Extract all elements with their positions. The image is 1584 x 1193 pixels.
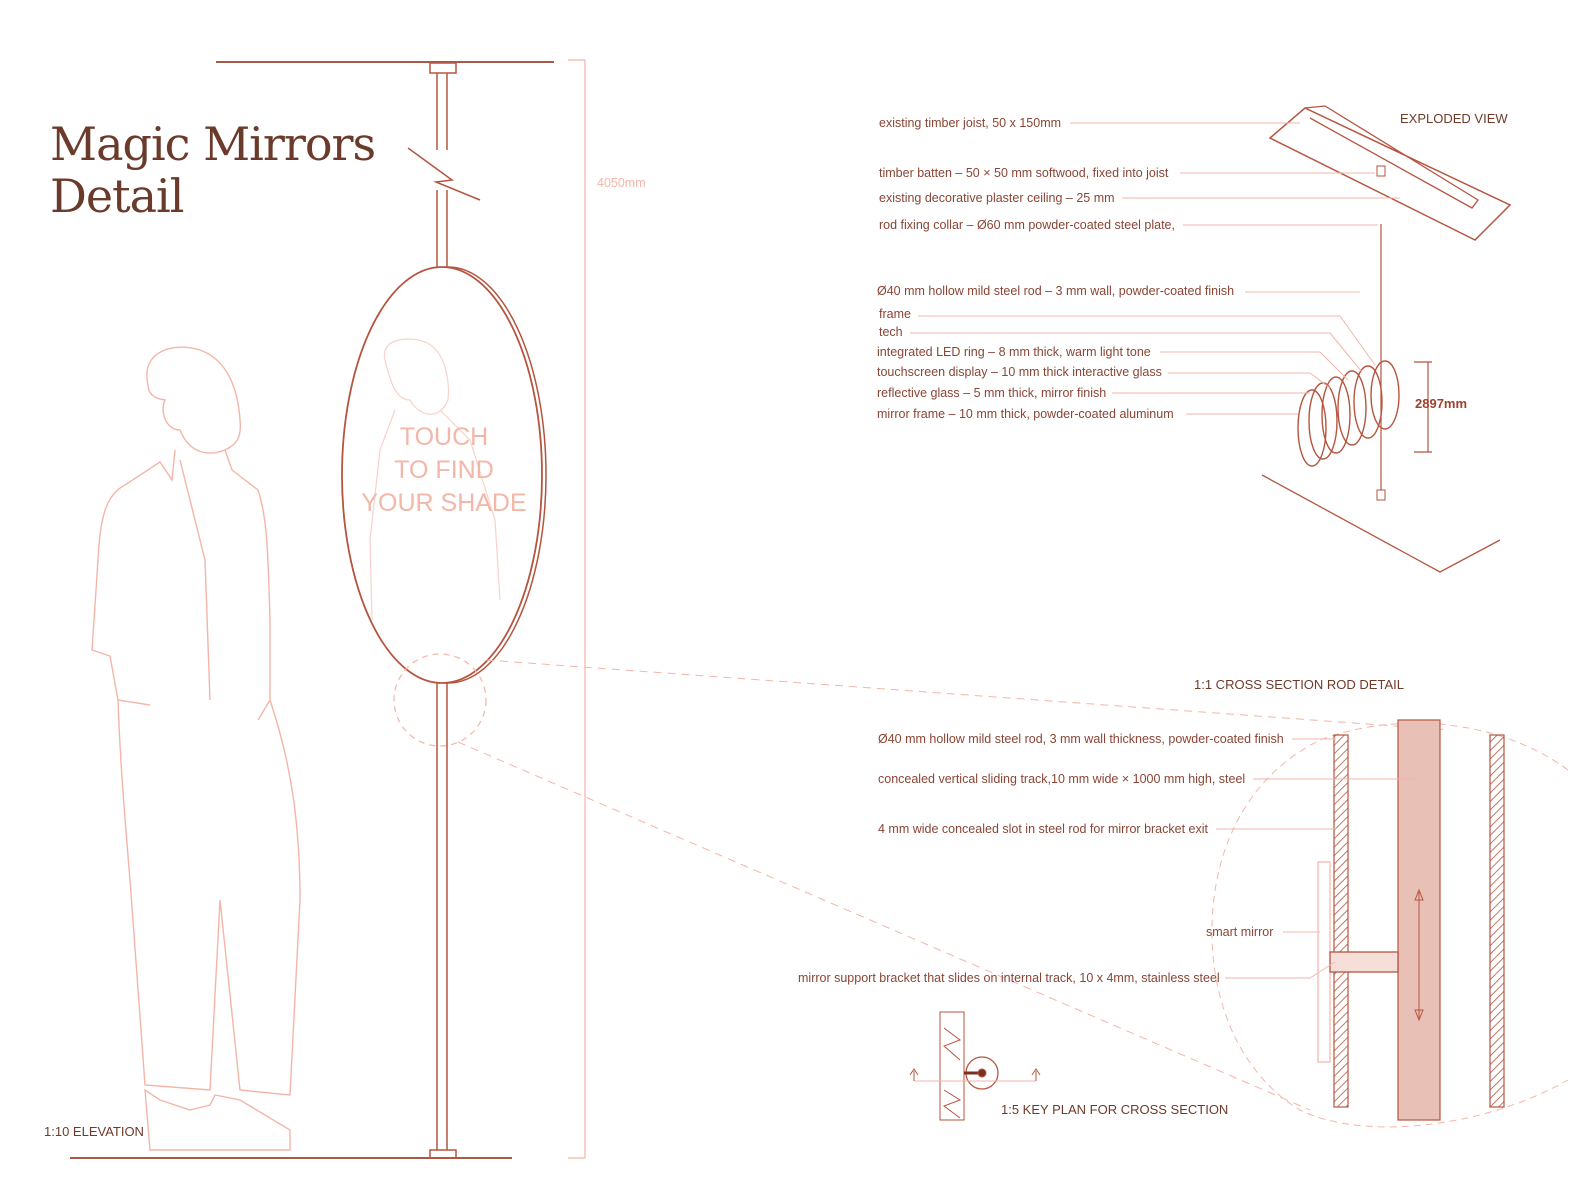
note-fixing-collar: rod fixing collar – Ø60 mm powder-coated steel plate,: [879, 218, 1175, 232]
top-collar: [430, 63, 456, 73]
title-line-2: Detail: [50, 169, 184, 223]
joist-plate: [1270, 108, 1510, 240]
mirror-text-line-3: YOUR SHADE: [361, 489, 527, 517]
mirror-text-line-1: TOUCH: [399, 423, 489, 451]
cross-section-title: 1:1 CROSS SECTION ROD DETAIL: [1194, 677, 1404, 692]
cross-section: [1212, 720, 1568, 1127]
note-reflective-glass: reflective glass – 5 mm thick, mirror finish: [877, 386, 1107, 400]
note-support-bracket: mirror support bracket that slides on internal track, 10 x 4mm, stainless steel: [798, 971, 1220, 985]
hatched-wall-left: [1334, 735, 1348, 1107]
note-timber-batten: timber batten – 50 × 50 mm softwood, fixed into joist: [879, 166, 1169, 180]
hatched-wall-right: [1490, 735, 1504, 1107]
key-plan-label: 1:5 KEY PLAN FOR CROSS SECTION: [1001, 1102, 1229, 1117]
note-tech: tech: [879, 325, 903, 339]
man-figure: [92, 347, 300, 1150]
callout-leader-top: [486, 660, 1450, 730]
mirror-text-line-2: TO FIND: [394, 456, 494, 484]
note-steel-rod: Ø40 mm hollow mild steel rod – 3 mm wall, powder-coated finish: [877, 284, 1235, 298]
note-mirror-frame: mirror frame – 10 mm thick, powder-coated aluminum: [877, 407, 1174, 421]
note-frame: frame: [879, 307, 911, 321]
note-led-ring: integrated LED ring – 8 mm thick, warm light tone: [877, 345, 1151, 359]
break-symbol: [408, 148, 480, 200]
elevation-label: 1:10 ELEVATION: [44, 1124, 144, 1139]
note-plaster-ceiling: existing decorative plaster ceiling – 25 mm: [879, 191, 1115, 205]
oval-mirror: [342, 267, 546, 683]
note-timber-joist: existing timber joist, 50 x 150mm: [879, 116, 1062, 130]
height-dimension: 4050mm: [597, 176, 646, 190]
callout-leader-bottom: [458, 742, 1310, 1110]
fixing-block: [1377, 166, 1385, 176]
mirror-layers: [1298, 361, 1399, 466]
section-leaders: [1216, 739, 1415, 978]
note-sliding-track: concealed vertical sliding track,10 mm wide × 1000 mm high, steel: [878, 772, 1246, 786]
bottom-collar: [430, 1150, 456, 1158]
title-line-1: Magic Mirrors: [50, 117, 376, 171]
cross-section-notes: [798, 732, 1284, 985]
note-hollow-rod: Ø40 mm hollow mild steel rod, 3 mm wall thickness, powder-coated finish: [878, 732, 1284, 746]
mirror-panel: [1318, 862, 1330, 1062]
exploded-view-title: EXPLODED VIEW: [1400, 111, 1508, 126]
note-smart-mirror: smart mirror: [1206, 925, 1274, 939]
exploded-dimension-label: 2897mm: [1415, 396, 1468, 411]
note-touchscreen: touchscreen display – 10 mm thick interactive glass: [877, 365, 1162, 379]
note-concealed-slot: 4 mm wide concealed slot in steel rod for mirror bracket exit: [878, 822, 1208, 836]
support-bracket: [1330, 952, 1398, 972]
bottom-fixing-block: [1377, 490, 1385, 500]
exploded-notes: [877, 116, 1234, 421]
